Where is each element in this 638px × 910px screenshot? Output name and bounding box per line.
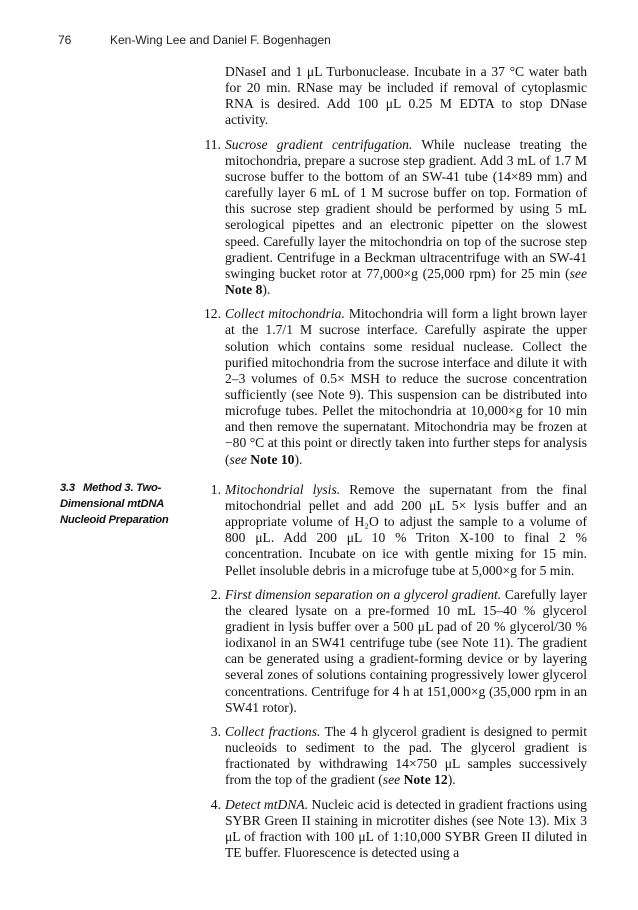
section-title: Method 3. Two-Dimensional mtDNA Nucleoid Preparation (60, 482, 169, 526)
section-heading (60, 480, 180, 528)
step-item (199, 587, 587, 716)
step-text: Nucleic acid is detected in gradient fractions using SYBR Green II staining in microtiter dishes (see Note 13). Mix 3 μL of fraction with 100 μL of 1:10,000 SYBR Green II diluted in TE buffer. Fluorescence is detected using a (225, 796, 587, 861)
see-reference: see (229, 451, 247, 467)
step-title: Collect fractions. (225, 723, 321, 739)
step-title: Collect mitochondria. (225, 306, 345, 322)
step-number: 1. (210, 481, 221, 497)
step-number: 3. (210, 723, 221, 739)
step-number: 4. (210, 796, 221, 812)
step-text: Remove the supernatant from the final mitochondrial pellet and add 200 μL 5× lysis buffer and an appropriate volume of H₂O to adjust the sample to a volume of 800 μL. Add 200 μL 10 % Triton X-100 to final 2 % concentration. Incubate on ice with gentle mixing for 15 min. Pellet insoluble debris in a microfuge tube at 5,000×g for 5 min. (225, 481, 587, 578)
step-title: First dimension separation on a glycerol gradient. (225, 586, 502, 602)
step-number: 12. (204, 306, 221, 322)
step-item (199, 64, 587, 129)
step-item (199, 137, 587, 299)
authors: Ken-Wing Lee and Daniel F. Bogenhagen (110, 33, 331, 47)
see-reference: see (569, 265, 587, 281)
step-text: While nuclease treating the mitochondria, prepare a sucrose step gradient. Add 3 mL of 1.7 M sucrose buffer to the bottom of an SW-41 tube (14×89 mm) and carefully layer 6 mL of 1 M sucrose buffer on top. Formation of this sucrose step gradient should be performed by using 5 mL serological pipettes and an electronic pipetter on the slowest speed. Carefully layer the mitochondria on top of the sucrose step gradient. Centrifuge in a Beckman ultracentrifuge with an SW-41 swinging bucket rotor at 77,000×g (25,000 rpm) for 25 min ( (225, 136, 587, 281)
step-title: Sucrose gradient centrifugation. (225, 136, 413, 152)
step-number: 2. (210, 586, 221, 602)
step-item (199, 797, 587, 862)
step-item (199, 306, 587, 468)
step-text-end: ). (447, 772, 456, 788)
step-text: Carefully layer the cleared lysate on a pre-formed 10 mL 15–40 % glycerol gradient in lysis buffer over a 500 μL pad of 20 % glycerol/30 % iodixanol in an SW41 centrifuge tube (see Note 11). The gradient can be generated using a gradient-forming device or by layering several zones of solutions containing progressively lower glycerol concentrations. Centrifuge for 4 h at 151,000×g (35,000 rpm in an SW41 rotor). (225, 586, 587, 715)
step-item (199, 482, 587, 579)
main-text (199, 64, 587, 869)
note-reference: Note 10 (250, 451, 295, 467)
section-number: 3.3 (60, 482, 75, 494)
method-3-steps (199, 482, 587, 861)
step-text: The 4 h glycerol gradient is designed to permit nucleoids to sediment to the pad. The glycerol gradient is fractionated by withdrawing 14×750 μL samples successively from the top of the gradient ( (225, 723, 587, 788)
step-title: Detect mtDNA. (225, 796, 309, 812)
step-text: Mitochondria will form a light brown layer at the 1.7/1 M sucrose interface. Carefully aspirate the upper solution which contains some residual nuclease. Collect the purified mitochondria from the sucrose interface and dilute it with 2–3 volumes of 0.5× MSH to reduce the sucrose concentration sufficiently (see Note 9). This suspension can be distributed into microfuge tubes. Pellet the mitochondria at 10,000×g for 10 min and then remove the supernatant. Mitochondria may be frozen at −80 °C at this point or directly taken into further steps for analysis ( (225, 306, 588, 467)
step-number: 11. (204, 136, 221, 152)
see-reference: see (382, 772, 401, 788)
note-reference: Note 12 (403, 772, 448, 788)
step-text-end: ). (294, 451, 303, 467)
step-title: Mitochondrial lysis. (225, 481, 341, 497)
step-list-continued (199, 64, 587, 468)
step-text-end: ). (262, 282, 271, 298)
note-reference: Note 8 (225, 282, 263, 298)
running-header (58, 33, 331, 47)
step-item (199, 724, 587, 789)
page-number: 76 (58, 33, 72, 47)
step-text: DNaseI and 1 μL Turbonuclease. Incubate in a 37 °C water bath for 20 min. RNase may be included if removal of cytoplasmic RNA is desired. Add 100 μL 0.25 M EDTA to stop DNase activity. (225, 64, 587, 128)
